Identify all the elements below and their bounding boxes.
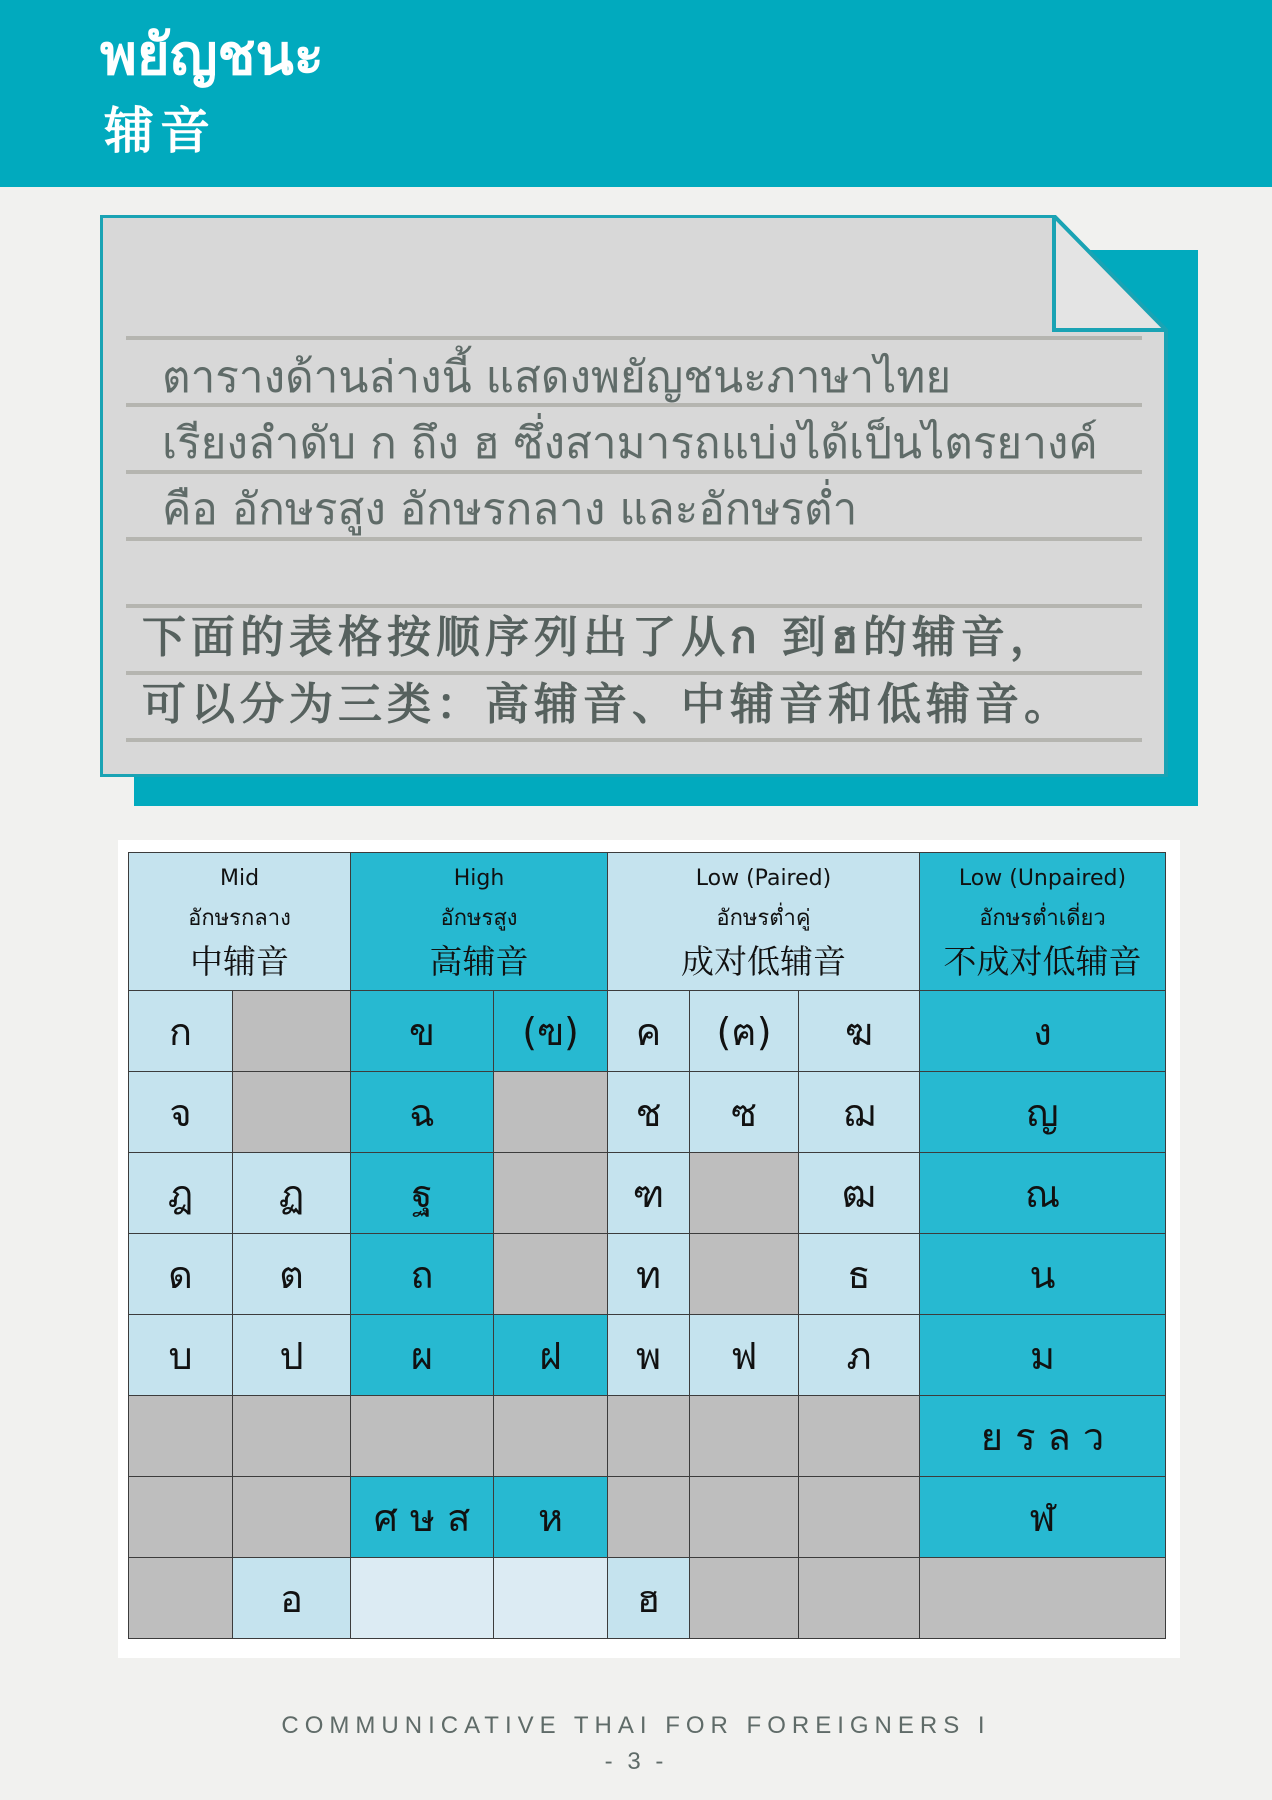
table-cell: ฏ: [233, 1153, 351, 1234]
table-cell: ฬ: [920, 1477, 1166, 1558]
table-cell: จ: [129, 1072, 233, 1153]
table-row: [129, 1477, 1166, 1558]
table-cell: [608, 1396, 690, 1477]
table-row: [129, 991, 1166, 1072]
table-cell: ถ: [351, 1234, 494, 1315]
table-cell: [351, 1558, 494, 1639]
table-cell: ง: [920, 991, 1166, 1072]
table-cell: น: [920, 1234, 1166, 1315]
table-cell: ป: [233, 1315, 351, 1396]
table-cell: [920, 1558, 1166, 1639]
table-cell: ฌ: [799, 1072, 920, 1153]
table-cell: [799, 1396, 920, 1477]
header-high: [351, 853, 608, 991]
table-cell: ฑ: [608, 1153, 690, 1234]
table-cell: ฝ: [494, 1315, 608, 1396]
title-thai: พยัญชนะ: [100, 23, 324, 88]
header-low-paired-zh: 成对低辅音: [681, 941, 846, 981]
table-cell: [690, 1234, 799, 1315]
table-cell: [351, 1396, 494, 1477]
table-cell: [129, 1558, 233, 1639]
table-cell: ห: [494, 1477, 608, 1558]
table-cell: [690, 1477, 799, 1558]
header-mid-th: อักษรกลาง: [188, 905, 291, 931]
table-cell: [129, 1477, 233, 1558]
table-cell: ฎ: [129, 1153, 233, 1234]
table-row: [129, 1153, 1166, 1234]
table-cell: [690, 1558, 799, 1639]
chinese-text-line: 可以分为三类：高辅音、中辅音和低辅音。: [142, 679, 1073, 730]
table-cell: ญ: [920, 1072, 1166, 1153]
table-cell: ช: [608, 1072, 690, 1153]
table-row: [129, 1558, 1166, 1639]
table-cell: ฟ: [690, 1315, 799, 1396]
table-cell: (ฃ): [494, 991, 608, 1072]
table-cell: ภ: [799, 1315, 920, 1396]
header-low-paired-th: อักษรต่ำคู่: [716, 905, 811, 931]
table-cell: พ: [608, 1315, 690, 1396]
table-cell: ต: [233, 1234, 351, 1315]
table-cell: ก: [129, 991, 233, 1072]
table-cell: ด: [129, 1234, 233, 1315]
consonant-table: [128, 852, 1166, 1639]
header-high-en: High: [453, 865, 505, 891]
header-mid: [129, 853, 351, 991]
table-row: [129, 1072, 1166, 1153]
thai-text-line: เรียงลำดับ ก ถึง ฮ ซึ่งสามารถแบ่งได้เป็นไตรยางค์: [162, 418, 1098, 469]
ruled-line: [126, 738, 1142, 742]
footer-title: COMMUNICATIVE THAI FOR FOREIGNERS I: [281, 1712, 991, 1739]
table-cell: [494, 1396, 608, 1477]
header-mid-zh: 中辅音: [190, 941, 289, 981]
header-low-unpaired-en: Low (Unpaired): [958, 865, 1127, 891]
table-cell: ผ: [351, 1315, 494, 1396]
table-cell: บ: [129, 1315, 233, 1396]
table-cell: [494, 1072, 608, 1153]
page-number: - 3 -: [604, 1748, 668, 1775]
table-cell: ศ ษ ส: [351, 1477, 494, 1558]
header-low-unpaired-zh: 不成对低辅音: [943, 941, 1142, 981]
header-low-unpaired: [920, 853, 1166, 991]
table-cell: [690, 1396, 799, 1477]
table-cell: [233, 1396, 351, 1477]
table-cell: ฐ: [351, 1153, 494, 1234]
table-cell: ซ: [690, 1072, 799, 1153]
table-cell: [233, 1072, 351, 1153]
ruled-line: [126, 336, 1142, 340]
table-cell: [129, 1396, 233, 1477]
table-cell: ย ร ล ว: [920, 1396, 1166, 1477]
table-cell: [233, 991, 351, 1072]
table-cell: [608, 1477, 690, 1558]
chinese-text-line: 下面的表格按顺序列出了从ก 到ฮ的辅音，: [142, 612, 1059, 663]
consonant-table-panel: [118, 840, 1180, 1658]
table-cell: ฮ: [608, 1558, 690, 1639]
table-cell: ท: [608, 1234, 690, 1315]
table-cell: [690, 1153, 799, 1234]
header-low-paired-en: Low (Paired): [695, 865, 832, 891]
header-high-zh: 高辅音: [429, 941, 529, 981]
header-low-unpaired-th: อักษรต่ำเดี่ยว: [979, 905, 1106, 931]
table-cell: ข: [351, 991, 494, 1072]
table-cell: [494, 1558, 608, 1639]
table-cell: [233, 1477, 351, 1558]
table-cell: ฆ: [799, 991, 920, 1072]
table-cell: ค: [608, 991, 690, 1072]
table-cell: [799, 1477, 920, 1558]
header-low-paired: [608, 853, 920, 991]
table-cell: [494, 1234, 608, 1315]
thai-text-line: คือ อักษรสูง อักษรกลาง และอักษรต่ำ: [162, 484, 858, 535]
table-cell: ฉ: [351, 1072, 494, 1153]
table-cell: ธ: [799, 1234, 920, 1315]
table-cell: (ฅ): [690, 991, 799, 1072]
page-header: [0, 0, 1272, 187]
table-row: [129, 1234, 1166, 1315]
header-high-th: อักษรสูง: [440, 905, 518, 931]
table-row: [129, 1315, 1166, 1396]
table-cell: ม: [920, 1315, 1166, 1396]
table-cell: ฒ: [799, 1153, 920, 1234]
title-chinese: 辅音: [104, 101, 216, 160]
table-header-row: [129, 853, 1166, 991]
table-row: [129, 1396, 1166, 1477]
table-cell: [799, 1558, 920, 1639]
thai-text-line: ตารางด้านล่างนี้ แสดงพยัญชนะภาษาไทย: [162, 352, 952, 403]
table-cell: อ: [233, 1558, 351, 1639]
header-mid-en: Mid: [219, 865, 260, 891]
table-cell: ณ: [920, 1153, 1166, 1234]
table-cell: [494, 1153, 608, 1234]
